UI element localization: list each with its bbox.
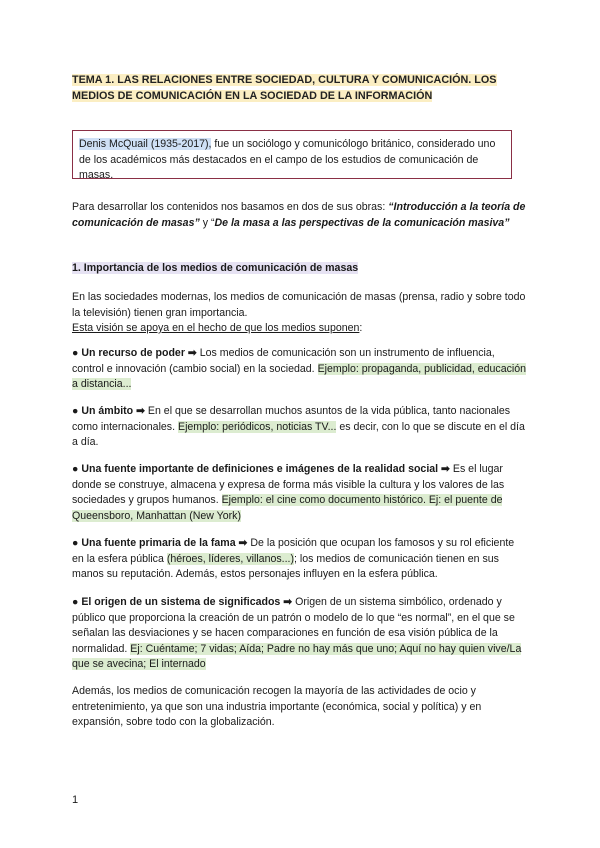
intro-work-2: De la masa a las perspectivas de la comunicación masiva” — [214, 216, 510, 229]
item-after: es decir, con lo que se discute en el día a día. — [72, 420, 525, 448]
arrow-icon: ➡ — [438, 463, 453, 475]
bullet: ● — [72, 405, 82, 417]
bullet: ● — [72, 596, 82, 608]
item-example: Ejemplo: propaganda, publicidad, educación a distancia... — [72, 362, 527, 390]
author-info-box — [72, 130, 512, 179]
item-text: Es el lugar donde se construye, almacena y expresa de forma más visible la cultura y los valores de las sociedades y grupos humanos. — [72, 463, 505, 506]
title-text: TEMA 1. LAS RELACIONES ENTRE SOCIEDAD, CULTURA Y COMUNICACIÓN. LOS MEDIOS DE COMUNICACIÓN EN LA SOCIEDAD DE LA INFORMACIÓN — [72, 74, 497, 102]
item-text: Origen de un sistema simbólico, ordenado y público que proporciona la creación de un patrón o modelo de lo que “es normal”, en el que se señalan las desviaciones y se hacen comparaciones en función de esa visión pública de la normalidad. — [72, 596, 515, 655]
list-item — [72, 346, 528, 393]
item-text: En el que se desarrollan muchos asuntos de la vida pública, tanto nacionales como internacionales. — [72, 405, 511, 433]
item-text: De la posición que ocupan los famosos y su rol eficiente en la esfera pública — [72, 537, 515, 565]
bullet: ● — [72, 347, 82, 359]
bullet: ● — [72, 537, 82, 549]
document-title — [72, 72, 532, 104]
item-example: Ej: Cuéntame; 7 vidas; Aída; Padre no hay más que uno; Aquí no hay quien vive/La que se avecina; El internado — [72, 642, 522, 670]
section-heading — [72, 261, 528, 277]
list-item — [72, 595, 528, 673]
paragraph-importance-underlined: Esta visión se apoya en el hecho de que los medios suponen — [72, 322, 360, 334]
paragraph-colon: : — [359, 322, 363, 334]
item-label: Una fuente primaria de la fama — [81, 537, 236, 549]
list-item — [72, 404, 528, 451]
arrow-icon: ➡ — [184, 347, 200, 359]
intro-text-1: Para desarrollar los contenidos nos basamos en dos de sus obras: — [72, 201, 389, 213]
section-heading-text: 1. Importancia de los medios de comunicación de masas — [72, 262, 359, 274]
arrow-icon: ➡ — [280, 596, 296, 608]
item-label: Una fuente importante de definiciones e imágenes de la realidad social — [81, 463, 439, 475]
closing-paragraph — [72, 684, 528, 731]
intro-work-1: “Introducción a la teoría de comunicación de masas” — [72, 201, 526, 229]
paragraph-importance — [72, 290, 528, 337]
item-label: El origen de un sistema de significados — [81, 596, 281, 608]
item-label: Un recurso de poder — [81, 347, 185, 359]
item-text: Los medios de comunicación son un instrumento de influencia, control e innovación (cambio social) en la sociedad. — [72, 347, 495, 375]
bullet: ● — [72, 463, 82, 475]
closing-text: Además, los medios de comunicación recogen la mayoría de las actividades de ocio y entretenimiento, ya que son una industria importante (económica, social y política) y en expansión, sobre todo con la globalización. — [72, 685, 482, 728]
item-after: ; los medios de comunicación tienen en sus manos su reputación. Además, estos personajes influyen en la esfera pública. — [72, 552, 499, 580]
item-example: Ejemplo: periódicos, noticias TV... — [178, 420, 337, 433]
paragraph-importance-text: En las sociedades modernas, los medios de comunicación de masas (prensa, radio y sobre todo la televisión) tienen gran importancia. — [72, 291, 526, 319]
list-item — [72, 462, 528, 524]
arrow-icon: ➡ — [133, 405, 148, 417]
item-label: Un ámbito — [81, 405, 134, 417]
item-example: (héroes, líderes, villanos...) — [166, 552, 295, 565]
item-example: Ejemplo: el cine como documento histórico. Ej: el puente de Queensboro, Manhattan (New York) — [72, 494, 503, 522]
author-description: fue un sociólogo y comunicólogo británico, considerado uno de los académicos más destacados en el campo de los estudios de comunicación de masas. — [79, 138, 496, 181]
list-item — [72, 536, 528, 583]
arrow-icon: ➡ — [235, 537, 251, 549]
intro-paragraph — [72, 200, 528, 231]
author-name: Denis McQuail (1935-2017), — [79, 138, 212, 150]
page-number: 1 — [72, 794, 79, 806]
intro-text-2: y “ — [199, 216, 215, 229]
